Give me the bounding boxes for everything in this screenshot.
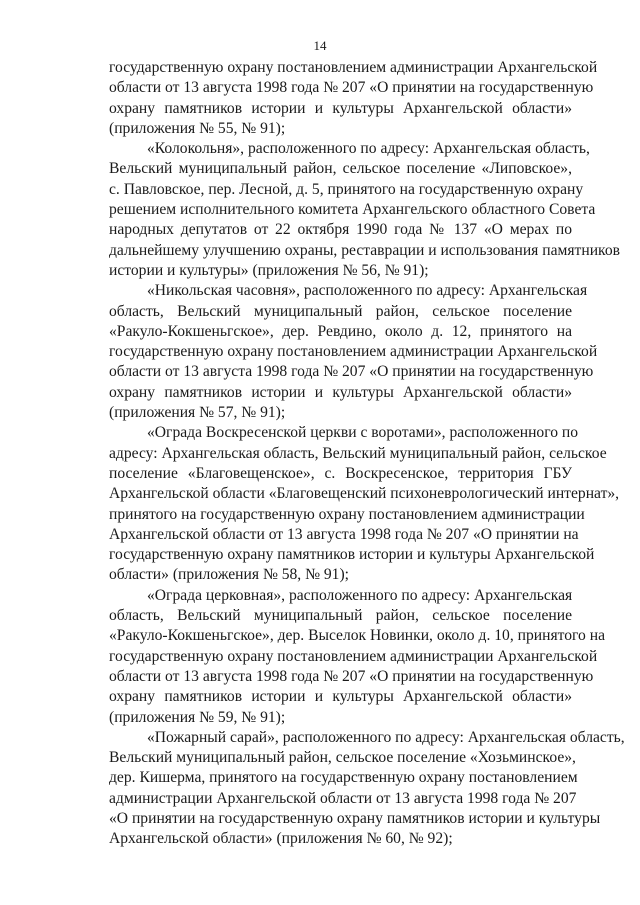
text-line: «Ограда церковная», расположенного по адресу: Архангельская bbox=[147, 586, 573, 604]
paragraph-pozharny-saray bbox=[109, 728, 625, 850]
text-line: «Пожарный сарай», расположенного по адресу: Архангельская область, bbox=[147, 728, 625, 746]
text-line: (приложения № 57, № 91); bbox=[109, 404, 286, 422]
text-line: дер. Кишерма, принятого на государственную охрану постановлением bbox=[109, 769, 578, 787]
text-line: Архангельской области» (приложения № 60, № 92); bbox=[109, 830, 453, 848]
text-line: области от 13 августа 1998 года № 207 «О принятии на государственную bbox=[109, 363, 594, 381]
text-line: области от 13 августа 1998 года № 207 «О принятии на государственную bbox=[109, 79, 594, 97]
text-line: с. Павловское, пер. Лесной, д. 5, принятого на государственную охрану bbox=[109, 180, 584, 198]
text-line: адресу: Архангельская область, Вельский муниципальный район, сельское bbox=[109, 444, 607, 462]
text-line: Архангельской области «Благовещенский психоневрологический интернат», bbox=[109, 485, 620, 503]
document-body bbox=[109, 58, 625, 850]
text-line: истории и культуры» (приложения № 56, № 91); bbox=[109, 261, 429, 279]
paragraph-kolokolnya bbox=[109, 139, 620, 281]
text-line: область, Вельский муниципальный район, сельское поселение bbox=[109, 302, 572, 320]
text-line: области от 13 августа 1998 года № 207 «О принятии на государственную bbox=[109, 667, 594, 685]
text-line: государственную охрану постановлением администрации Архангельской bbox=[109, 59, 598, 76]
text-line: народных депутатов от 22 октября 1990 года № 137 «О мерах по bbox=[109, 221, 572, 239]
text-line: «Ракуло-Кокшеньгское», дер. Выселок Новинки, около д. 10, принятого на bbox=[109, 627, 606, 645]
text-line: охрану памятников истории и культуры Архангельской области» bbox=[109, 688, 572, 706]
paragraph-ograda-tserkovnaya bbox=[109, 586, 606, 728]
page-number: 14 bbox=[313, 38, 327, 53]
text-line: области» (приложения № 58, № 91); bbox=[109, 566, 350, 584]
text-line: (приложения № 55, № 91); bbox=[109, 119, 286, 137]
paragraph-nikolskaya-chasovnya bbox=[109, 281, 598, 423]
text-line: (приложения № 59, № 91); bbox=[109, 708, 286, 726]
text-line: «Колокольня», расположенного по адресу: Архангельская область, bbox=[147, 140, 590, 158]
text-line: «Ракуло-Кокшеньгское», дер. Ревдино, около д. 12, принятого на bbox=[109, 322, 572, 340]
text-line: Архангельской области от 13 августа 1998 года № 207 «О принятии на bbox=[109, 525, 579, 543]
text-line: администрации Архангельской области от 13 августа 1998 года № 207 bbox=[109, 789, 577, 807]
text-line: охрану памятников истории и культуры Архангельской области» bbox=[109, 383, 572, 401]
text-line: государственную охрану постановлением администрации Архангельской bbox=[109, 343, 598, 361]
paragraph-ograda-voskresenskoy bbox=[109, 423, 620, 585]
text-line: Вельский муниципальный район, сельское поселение «Хозьминское», bbox=[109, 749, 576, 767]
text-line: решением исполнительного комитета Архангельского областного Совета bbox=[109, 201, 596, 219]
text-line: «О принятии на государственную охрану памятников истории и культуры bbox=[109, 809, 601, 827]
text-line: Вельский муниципальный район, сельское поселение «Липовское», bbox=[109, 160, 572, 178]
paragraph-continuation bbox=[109, 58, 598, 139]
text-line: государственную охрану постановлением администрации Архангельской bbox=[109, 647, 598, 665]
text-line: поселение «Благовещенское», с. Воскресенское, территория ГБУ bbox=[109, 464, 572, 482]
text-line: дальнейшему улучшению охраны, реставрации и использования памятников bbox=[109, 241, 620, 259]
text-line: «Ограда Воскресенской церкви с воротами», расположенного по bbox=[147, 424, 579, 442]
text-line: государственную охрану памятников истории и культуры Архангельской bbox=[109, 546, 595, 564]
text-line: охрану памятников истории и культуры Архангельской области» bbox=[109, 99, 572, 117]
text-line: принятого на государственную охрану постановлением администрации bbox=[109, 505, 585, 523]
text-line: «Никольская часовня», расположенного по адресу: Архангельская bbox=[147, 282, 588, 300]
text-line: область, Вельский муниципальный район, сельское поселение bbox=[109, 607, 572, 625]
